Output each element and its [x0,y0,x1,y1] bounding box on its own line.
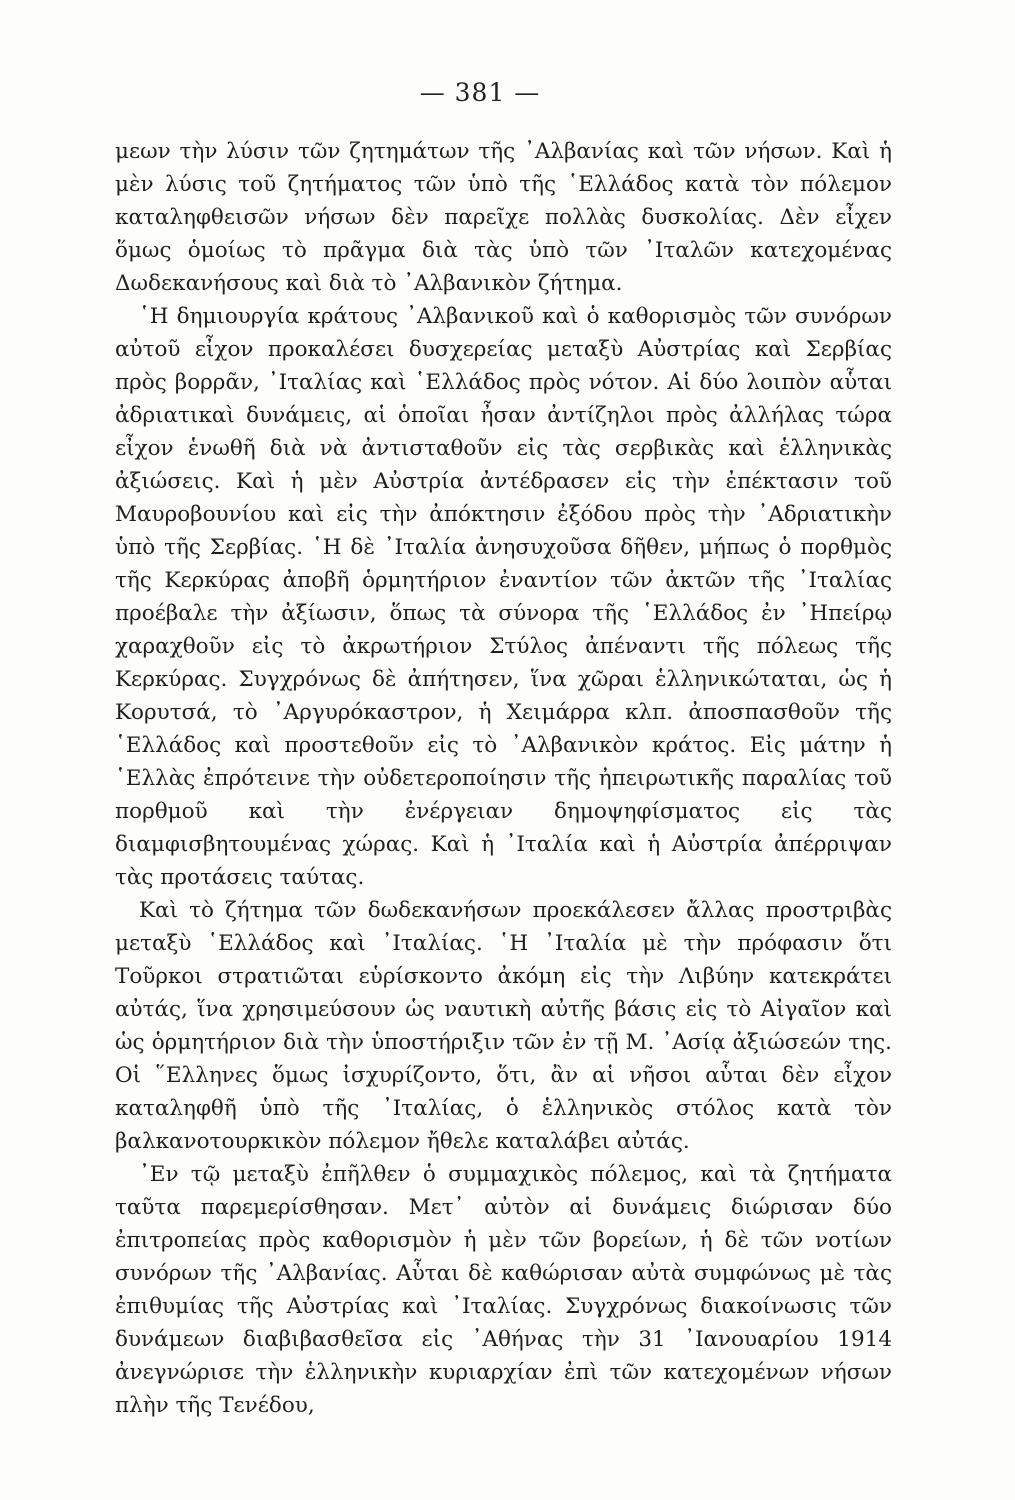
paragraph-3: Καὶ τὸ ζήτημα τῶν δωδεκανήσων προεκάλεσεν ἄλλας προστριβὰς μεταξὺ ῾Ελλάδος καὶ ᾿Ιταλίας. ῾Η ᾿Ιταλία μὲ τὴν πρόφασιν ὅτι Τοῦρκοι στρατιῶται εὑρίσκοντο ἀκόμη εἰς τὴν Λιβύην κατεκράτει αὐτάς, ἵνα χρησιμεύσουν ὡς ναυτικὴ αὐτῆς βάσις εἰς τὸ Αἰγαῖον καὶ ὡς ὁρμητήριον διὰ τὴν ὑποστήριξιν τῶν ἐν τῇ Μ. ᾿Ασίᾳ ἀξιώσεών της. Οἱ ῞Ελληνες ὅμως ἰσχυρίζοντο, ὅτι, ἂν αἱ νῆσοι αὗται δὲν εἶχον καταληφθῆ ὑπὸ τῆς ᾿Ιταλίας, ὁ ἑλληνικὸς στόλος κατὰ τὸν βαλκανοτουρκικὸν πόλεμον ἤθελε καταλάβει αὐτάς. [115,898,892,1154]
body-text [115,135,892,1422]
paragraph-1: μεων τὴν λύσιν τῶν ζητημάτων τῆς ᾿Αλβανίας καὶ τῶν νήσων. Καὶ ἡ μὲν λύσις τοῦ ζητήματος τῶν ὑπὸ τῆς ῾Ελλάδος κατὰ τὸν πόλεμον καταληφθεισῶν νήσων δὲν παρεῖχε πολλὰς δυσκολίας. Δὲν εἶχεν ὅμως ὁμοίως τὸ πρᾶγμα διὰ τὰς ὑπὸ τῶν ᾿Ιταλῶν κατεχομένας Δωδεκανήσους καὶ διὰ τὸ ᾿Αλβανικὸν ζήτημα. [115,139,892,296]
page-number: — 381 — [419,78,541,107]
paragraph-2: ῾Η δημιουργία κράτους ᾿Αλβανικοῦ καὶ ὁ καθορισμὸς τῶν συνόρων αὐτοῦ εἶχον προκαλέσει δυσχερείας μεταξὺ Αὐστρίας καὶ Σερβίας πρὸς βορρᾶν, ᾿Ιταλίας καὶ ῾Ελλάδος πρὸς νότον. Αἱ δύο λοιπὸν αὗται ἀδριατικαὶ δυνάμεις, αἱ ὁποῖαι ἦσαν ἀντίζηλοι πρὸς ἀλλήλας τώρα εἶχον ἑνωθῆ διὰ νὰ ἀντισταθοῦν εἰς τὰς σερβικὰς καὶ ἑλληνικὰς ἀξιώσεις. Καὶ ἡ μὲν Αὐστρία ἀντέδρασεν εἰς τὴν ἐπέκτασιν τοῦ Μαυροβουνίου καὶ εἰς τὴν ἀπόκτησιν ἐξόδου πρὸς τὴν ᾿Αδριατικὴν ὑπὸ τῆς Σερβίας. ῾Η δὲ ᾿Ιταλία ἀνησυχοῦσα δῆθεν, μήπως ὁ πορθμὸς τῆς Κερκύρας ἀποβῆ ὁρμητήριον ἐναντίον τῶν ἀκτῶν τῆς ᾿Ιταλίας προέβαλε τὴν ἀξίωσιν, ὅπως τὰ σύνορα τῆς ῾Ελλάδος ἐν ᾿Ηπείρῳ χαραχθοῦν εἰς τὸ ἀκρωτήριον Στύλος ἀπέναντι τῆς πόλεως τῆς Κερκύρας. Συγχρόνως δὲ ἀπήτησεν, ἵνα χῶραι ἑλληνικώταται, ὡς ἡ Κορυτσά, τὸ ᾿Αργυρόκαστρον, ἡ Χειμάρρα κλπ. ἀποσπασθοῦν τῆς ῾Ελλάδος καὶ προστεθοῦν εἰς τὸ ᾿Αλβανικὸν κράτος. Εἰς μάτην ἡ ῾Ελλὰς ἐπρότεινε τὴν οὐδετεροποίησιν τῆς ἠπειρωτικῆς παραλίας τοῦ πορθμοῦ καὶ τὴν ἐνέργειαν δημοψηφίσματος εἰς τὰς διαμφισβητουμένας χώρας. Καὶ ἡ ᾿Ιταλία καὶ ἡ Αὐστρία ἀπέρριψαν τὰς προτάσεις ταύτας. [115,304,892,890]
paragraph-4: ᾿Εν τῷ μεταξὺ ἐπῆλθεν ὁ συμμαχικὸς πόλεμος, καὶ τὰ ζητήματα ταῦτα παρεμερίσθησαν. Μετ᾿ αὐτὸν αἱ δυνάμεις διώρισαν δύο ἐπιτροπείας πρὸς καθορισμὸν ἡ μὲν τῶν βορείων, ἡ δὲ τῶν νοτίων συνόρων τῆς ᾿Αλβανίας. Αὗται δὲ καθώρισαν αὐτὰ συμφώνως μὲ τὰς ἐπιθυμίας τῆς Αὐστρίας καὶ ᾿Ιταλίας. Συγχρόνως διακοίνωσις τῶν δυνάμεων διαβιβασθεῖσα εἰς ᾿Αθήνας τὴν 31 ᾿Ιανουαρίου 1914 ἀνεγνώρισε τὴν ἑλληνικὴν κυριαρχίαν ἐπὶ τῶν κατεχομένων νήσων πλὴν τῆς Τενέδου, [115,1162,892,1418]
